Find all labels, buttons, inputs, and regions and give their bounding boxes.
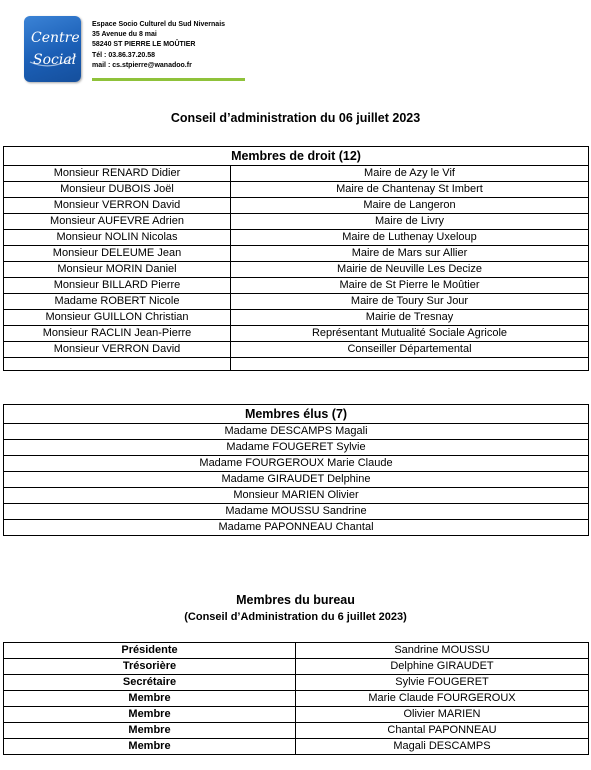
member-role: Maire de St Pierre le Moûtier (231, 278, 589, 294)
bureau-role: Membre (4, 739, 296, 755)
spacer-cell (4, 358, 231, 371)
bureau-role: Trésorière (4, 659, 296, 675)
bureau-name: Chantal PAPONNEAU (296, 723, 589, 739)
org-phone: Tél : 03.86.37.20.58 (92, 51, 156, 59)
table-row (4, 262, 589, 278)
table-row (4, 198, 589, 214)
bureau-subheading: (Conseil d’Administration du 6 juillet 2023) (184, 611, 407, 623)
member-name: Monsieur RENARD Didier (4, 166, 231, 182)
table-row (4, 246, 589, 262)
letterhead-divider (92, 78, 245, 81)
member-role: Maire de Luthenay Uxeloup (231, 230, 589, 246)
member-name: Monsieur BILLARD Pierre (4, 278, 231, 294)
table-row (4, 472, 589, 488)
table-row (4, 675, 589, 691)
bureau-name: Olivier MARIEN (296, 707, 589, 723)
table-row (4, 310, 589, 326)
bureau-role: Membre (4, 691, 296, 707)
bureau-role: Secrétaire (4, 675, 296, 691)
centre-social-logo (24, 16, 81, 82)
table-row (4, 342, 589, 358)
member-name: Monsieur GUILLON Christian (4, 310, 231, 326)
member-name: Monsieur MARIEN Olivier (4, 488, 589, 504)
org-address-line2: 58240 ST PIERRE LE MOÛTIER (92, 41, 196, 49)
member-role: Maire de Chantenay St Imbert (231, 182, 589, 198)
table-row (4, 520, 589, 536)
table-spacer-row (4, 358, 589, 371)
org-name: Espace Socio Culturel du Sud Nivernais (92, 21, 226, 28)
membres-elus-table (3, 404, 589, 536)
member-name: Monsieur NOLIN Nicolas (4, 230, 231, 246)
bureau-heading: Membres du bureau (236, 593, 355, 607)
member-name: Madame DESCAMPS Magali (4, 424, 589, 440)
member-role: Maire de Toury Sur Jour (231, 294, 589, 310)
letterhead (24, 16, 254, 84)
bureau-name: Sylvie FOUGERET (296, 675, 589, 691)
member-role: Conseiller Départemental (231, 342, 589, 358)
bureau-role: Présidente (4, 643, 296, 659)
table-row (4, 326, 589, 342)
table-row (4, 659, 589, 675)
membres-elus-heading: Membres élus (7) (4, 405, 589, 424)
logo-text-social: Social (33, 52, 77, 68)
org-mail: mail : cs.stpierre@wanadoo.fr (92, 61, 192, 69)
bureau-name: Delphine GIRAUDET (296, 659, 589, 675)
table-row (4, 723, 589, 739)
table-row (4, 456, 589, 472)
member-name: Madame GIRAUDET Delphine (4, 472, 589, 488)
bureau-role: Membre (4, 723, 296, 739)
member-role: Mairie de Neuville Les Decize (231, 262, 589, 278)
table-row (4, 230, 589, 246)
membres-bureau-table (3, 642, 589, 755)
bureau-name: Sandrine MOUSSU (296, 643, 589, 659)
spacer-cell (231, 358, 589, 371)
bureau-name: Marie Claude FOURGEROUX (296, 691, 589, 707)
table-row (4, 278, 589, 294)
member-role: Maire de Azy le Vif (231, 166, 589, 182)
document-title: Conseil d’administration du 06 juillet 2023 (170, 111, 421, 125)
member-name: Monsieur RACLIN Jean-Pierre (4, 326, 231, 342)
member-name: Madame MOUSSU Sandrine (4, 504, 589, 520)
member-name: Monsieur DELEUME Jean (4, 246, 231, 262)
member-role: Maire de Langeron (231, 198, 589, 214)
table-row (4, 166, 589, 182)
org-address-line1: 35 Avenue du 8 mai (92, 31, 157, 39)
organization-info (92, 20, 225, 71)
logo-text-centre: Centre (31, 30, 80, 46)
member-name: Monsieur VERRON David (4, 342, 231, 358)
bureau-name: Magali DESCAMPS (296, 739, 589, 755)
member-name: Madame FOUGERET Sylvie (4, 440, 589, 456)
membres-droit-table (3, 146, 589, 371)
membres-droit-heading: Membres de droit (12) (4, 147, 589, 166)
table-row (4, 182, 589, 198)
table-row (4, 294, 589, 310)
member-name: Monsieur DUBOIS Joël (4, 182, 231, 198)
member-name: Monsieur VERRON David (4, 198, 231, 214)
table-row (4, 739, 589, 755)
table-row (4, 707, 589, 723)
table-row (4, 691, 589, 707)
member-name: Madame ROBERT Nicole (4, 294, 231, 310)
member-name: Monsieur AUFEVRE Adrien (4, 214, 231, 230)
member-name: Madame PAPONNEAU Chantal (4, 520, 589, 536)
bureau-role: Membre (4, 707, 296, 723)
member-name: Monsieur MORIN Daniel (4, 262, 231, 278)
member-role: Représentant Mutualité Sociale Agricole (231, 326, 589, 342)
member-role: Mairie de Tresnay (231, 310, 589, 326)
table-row (4, 504, 589, 520)
table-row (4, 424, 589, 440)
table-row (4, 440, 589, 456)
table-row (4, 643, 589, 659)
table-row (4, 488, 589, 504)
member-role: Maire de Mars sur Allier (231, 246, 589, 262)
table-row (4, 214, 589, 230)
member-name: Madame FOURGEROUX Marie Claude (4, 456, 589, 472)
member-role: Maire de Livry (231, 214, 589, 230)
